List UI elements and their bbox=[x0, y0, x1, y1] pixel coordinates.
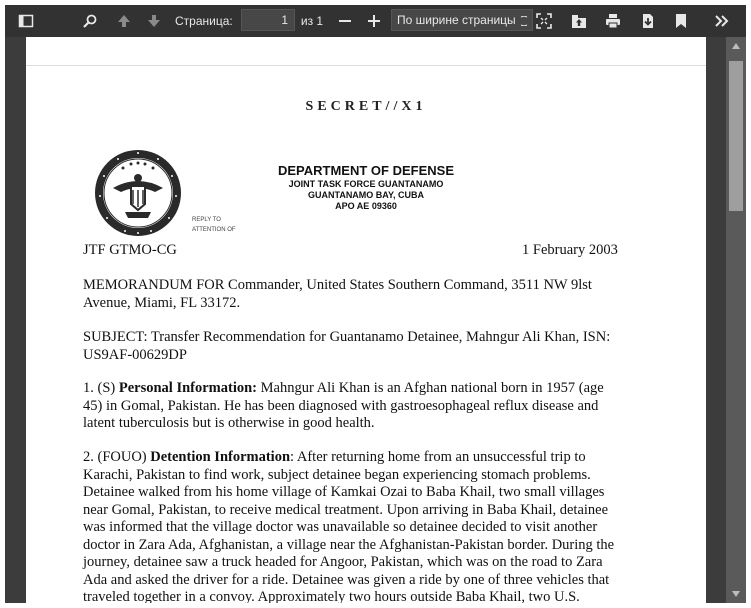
paragraph-heading: Detention Information bbox=[150, 449, 291, 465]
scan-edge-line bbox=[26, 65, 706, 66]
paragraph-text: was informed that the village doctor was unavailable so detainee decided to visit another bbox=[83, 519, 598, 535]
unit-location: GUANTANAMO BAY, CUBA bbox=[307, 190, 424, 200]
paragraph-text: 45) in Gomal, Pakistan. He has been diagnosed with gastroesophageal reflux disease and bbox=[83, 397, 599, 414]
scroll-up-arrow[interactable] bbox=[726, 39, 746, 53]
zoom-select[interactable] bbox=[391, 9, 533, 31]
reply-to-block bbox=[192, 215, 236, 235]
caret-up-icon bbox=[732, 43, 740, 49]
search-button[interactable] bbox=[79, 5, 101, 37]
classification-header: SECRET//X1 bbox=[305, 99, 427, 114]
scrollbar-thumb[interactable] bbox=[729, 61, 743, 211]
attention-of-label: ATTENTION OF bbox=[192, 227, 236, 233]
paragraph-detention-information bbox=[83, 449, 651, 603]
page-count: из 1 bbox=[300, 14, 324, 28]
sidebar-toggle-icon bbox=[18, 13, 34, 29]
memo-for-line: MEMORANDUM FOR Commander, United States Southern Command, 3511 NW 9lst bbox=[83, 277, 592, 293]
unit-name: JOINT TASK FORCE GUANTANAMO bbox=[288, 179, 444, 189]
dod-seal-icon bbox=[93, 148, 183, 238]
paragraph-text: doctor in Zara Ada, Afghanistan, a village near the Afghanistan-Pakistan border. During the bbox=[83, 536, 615, 553]
page-number-input[interactable]: 1 bbox=[241, 9, 295, 31]
memo-date: 1 February 2003 bbox=[522, 242, 618, 258]
reply-to-label: REPLY TO bbox=[192, 217, 221, 223]
paragraph-text: latent tuberculosis but is otherwise in good health. bbox=[83, 415, 375, 431]
subject bbox=[83, 329, 651, 364]
paragraph-text: Ada and asked the driver for a ride. Detainee was given a ride by one of three vehicles that bbox=[83, 571, 610, 588]
subject-line: SUBJECT: Transfer Recommendation for Guantanamo Detainee, Mahngur Ali Khan, ISN: bbox=[83, 329, 611, 345]
bookmark-icon bbox=[675, 13, 687, 29]
paragraph-text: Karachi, Pakistan to find work, subject detainee began experiencing stomach problems. bbox=[83, 466, 591, 483]
previous-page-icon bbox=[116, 13, 132, 29]
print-icon bbox=[605, 13, 621, 29]
tools-icon bbox=[714, 13, 730, 29]
zoom-in-button[interactable] bbox=[364, 5, 384, 37]
chevron-down-icon bbox=[520, 16, 528, 26]
download-button[interactable] bbox=[637, 5, 659, 37]
open-file-icon bbox=[571, 13, 587, 29]
download-icon bbox=[640, 13, 656, 29]
zoom-out-button[interactable] bbox=[335, 5, 355, 37]
presentation-mode-icon bbox=[536, 13, 552, 29]
paragraph-prefix: 1. (S) bbox=[83, 380, 119, 396]
pdf-viewer-window bbox=[5, 5, 746, 603]
memo-for bbox=[83, 277, 651, 312]
paragraph-personal-information bbox=[83, 380, 651, 433]
tools-button[interactable] bbox=[711, 5, 733, 37]
pdf-page bbox=[26, 37, 706, 603]
zoom-out-icon bbox=[338, 14, 352, 28]
subject-line: US9AF-00629DP bbox=[83, 346, 187, 363]
print-button[interactable] bbox=[602, 5, 624, 37]
caret-down-icon bbox=[732, 591, 740, 597]
bookmark-button[interactable] bbox=[671, 5, 691, 37]
department-name: DEPARTMENT OF DEFENSE bbox=[278, 163, 454, 178]
vertical-scrollbar[interactable] bbox=[726, 37, 746, 603]
document-viewer[interactable] bbox=[5, 37, 746, 603]
paragraph-text: journey, detainee saw a truck headed for Angoor, Pakistan, which was on the road to Zara bbox=[83, 554, 603, 570]
paragraph-text: Detainee walked from his home village of Kamkai Ozai to Baba Khail, two small villages bbox=[83, 484, 605, 500]
paragraph-text: Mahngur Ali Khan is an Afghan national born in 1957 (age bbox=[257, 380, 604, 396]
letterhead bbox=[266, 163, 466, 212]
next-page-button[interactable] bbox=[143, 5, 165, 37]
paragraph-heading: Personal Information: bbox=[118, 380, 257, 396]
paragraph-text: traveled together in a convoy. Approximately two hours outside Baba Khail, two U.S. bbox=[83, 589, 580, 603]
toolbar bbox=[5, 5, 746, 37]
next-page-icon bbox=[146, 13, 162, 29]
memo-for-line: Avenue, Miami, FL 33172. bbox=[83, 294, 241, 311]
office-symbol: JTF GTMO-CG bbox=[83, 242, 177, 258]
zoom-select-value: По ширине страницы bbox=[397, 13, 516, 27]
sidebar-toggle-button[interactable] bbox=[13, 5, 39, 37]
scroll-down-arrow[interactable] bbox=[726, 587, 746, 601]
paragraph-text: near Gomal, Pakistan, to receive medical treatment. Upon arriving in Baba Khail, detainee bbox=[83, 501, 609, 518]
presentation-mode-button[interactable] bbox=[533, 5, 555, 37]
paragraph-text: : After returning home from an unsuccessful trip to bbox=[290, 449, 586, 465]
zoom-in-icon bbox=[367, 14, 381, 28]
apo-address: APO AE 09360 bbox=[335, 201, 397, 211]
open-file-button[interactable] bbox=[568, 5, 590, 37]
page-label: Страница: bbox=[175, 14, 233, 28]
paragraph-prefix: 2. (FOUO) bbox=[83, 449, 151, 465]
previous-page-button[interactable] bbox=[113, 5, 135, 37]
search-icon bbox=[82, 13, 98, 29]
